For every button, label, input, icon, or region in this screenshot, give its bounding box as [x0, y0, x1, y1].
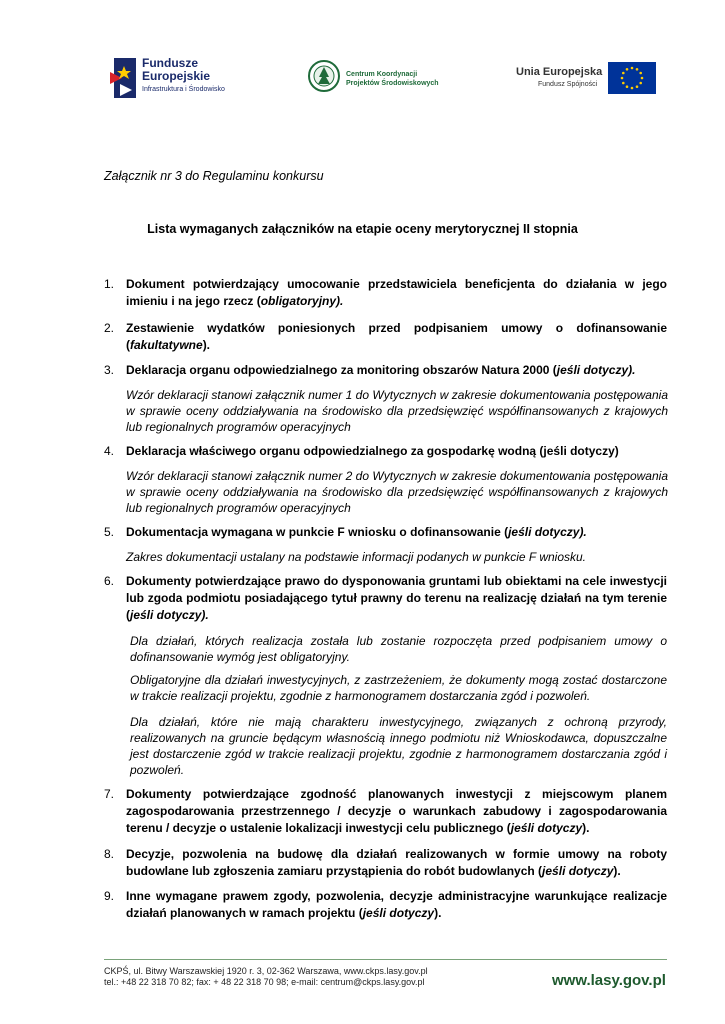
page-title: Lista wymaganych załączników na etapie oceny merytorycznej II stopnia [147, 222, 578, 236]
footer-address-line2: tel.: +48 22 318 70 82; fax: + 48 22 318 70 98; e-mail: centrum@ckps.lasy.gov.pl [104, 977, 425, 987]
note-item-6a: Dla działań, których realizacja została lub zostanie rozpoczęta przed podpisaniem umowy o dofinansowanie wymóg jest obligatoryjny. [130, 634, 667, 664]
ckps-name-line2: Projektów Środowiskowych [346, 80, 439, 87]
header-logos [0, 52, 725, 102]
item-text: Dokumenty potwierdzające zgodność planowanych inwestycji z miejscowym planem zagospodarowania przestrzennego / decyzje o warunkach zabudowy i zagospodarowania terenu / decyzje o ustalenie lokalizacji inwestycji celu publicznego ( [126, 787, 667, 835]
item-emphasis: jeśli dotyczy [510, 821, 583, 835]
list-item-6 [104, 573, 667, 624]
item-number: 7. [104, 787, 115, 801]
item-emphasis: fakultatywne [130, 338, 203, 352]
item-emphasis: obligatoryjny). [260, 294, 344, 308]
ckps-logo [308, 60, 468, 96]
ckps-emblem-icon [308, 60, 340, 92]
item-emphasis: jeśli dotyczy [542, 864, 614, 878]
item-emphasis: jeśli dotyczy [362, 906, 435, 920]
item-number: 6. [104, 574, 115, 588]
note-item-6b: Obligatoryjne dla działań inwestycyjnych, z zastrzeżeniem, że dokumenty mogą zostać dostarczone w trakcie realizacji projektu, zgodnie z harmonogramem dostarczania zgód i pozwoleń. [130, 673, 667, 703]
fundusze-europejskie-logo [110, 56, 260, 100]
item-number: 2. [104, 321, 115, 335]
footer-website-link[interactable]: www.lasy.gov.pl [552, 972, 666, 989]
fe-subtitle: Infrastruktura i Środowisko [142, 86, 225, 93]
item-tail: ). [434, 906, 442, 920]
item-number: 1. [104, 277, 115, 291]
eu-subtitle: Fundusz Spójności [538, 81, 598, 88]
footer-address-line1: CKPŚ, ul. Bitwy Warszawskiej 1920 r. 3, 02-362 Warszawa, www.ckps.lasy.gov.pl [104, 966, 428, 976]
fe-title [142, 57, 210, 83]
item-text: Dokumentacja wymagana w punkcie F wniosku o dofinansowanie ( [126, 525, 509, 539]
note-item-5: Zakres dokumentacji ustalany na podstawie informacji podanych w punkcie F wniosku. [126, 550, 587, 564]
note-item-4: Wzór deklaracji stanowi załącznik numer 2 do Wytycznych w zakresie dokumentowania postępowania w sprawie oceny oddziaływania na środowisko dla przedsięwzięć współfinansowanych z krajowych lub regionalnych programów operacyjnych [126, 469, 668, 515]
eu-title: Unia Europejska [516, 66, 603, 78]
footer-divider [104, 959, 667, 960]
item-emphasis: jeśli dotyczy). [130, 608, 209, 622]
list-item-2 [104, 320, 667, 354]
eu-flag-icon [608, 62, 656, 94]
note-item-6c: Dla działań, które nie mają charakteru inwestycyjnego, związanych z ochroną przyrody, realizowanych na gruncie będącym własnością innego podmiotu niż Wnioskodawca, dopuszczalne jest dostarczenie zgód w trakcie realizacji projektu, zgodnie z harmonogramem dostarczania zgód i pozwoleń. [130, 715, 667, 777]
item-tail: ). [582, 821, 590, 835]
fe-title-line2: Europejskie [142, 69, 211, 83]
fe-title-line1: Fundusze [142, 56, 198, 70]
ckps-name-line1: Centrum Koordynacji [346, 71, 418, 78]
list-item-8 [104, 846, 667, 880]
eu-logo [516, 62, 656, 102]
list-item-3 [104, 362, 667, 379]
item-tail: ). [613, 864, 621, 878]
item-emphasis: jeśli dotyczy). [508, 525, 587, 539]
item-text: Zestawienie wydatków poniesionych przed podpisaniem umowy o dofinansowanie ( [126, 321, 667, 352]
item-number: 9. [104, 889, 115, 903]
item-text: Dokumenty potwierdzające prawo do dysponowania gruntami lub obiektami na cele inwestycji lub zgoda podmiotu posiadającego tytuł prawny do terenu na realizację działań na tym terenie ( [126, 574, 667, 622]
list-item-4 [104, 443, 667, 460]
note-item-3: Wzór deklaracji stanowi załącznik numer 1 do Wytycznych w zakresie dokumentowania postępowania w sprawie oceny oddziaływania na środowisko dla przedsięwzięć współfinansowanych z krajowych lub regionalnych programów operacyjnych [126, 388, 668, 434]
item-number: 3. [104, 363, 115, 377]
item-text: Deklaracja organu odpowiedzialnego za monitoring obszarów Natura 2000 ( [126, 363, 557, 377]
item-number: 5. [104, 525, 115, 539]
list-item-5 [104, 524, 667, 541]
item-text: Deklaracja właściwego organu odpowiedzialnego za gospodarkę wodną (jeśli dotyczy) [126, 444, 619, 458]
fe-flag-icon [110, 58, 136, 98]
item-tail: ). [202, 338, 211, 352]
item-text: Inne wymagane prawem zgody, pozwolenia, decyzje administracyjne warunkujące realizacje działań planowanych w ramach projektu ( [126, 889, 667, 920]
list-item-9 [104, 888, 667, 922]
item-number: 8. [104, 847, 115, 861]
item-number: 4. [104, 444, 115, 458]
list-item-7 [104, 786, 667, 837]
ckps-name [346, 70, 439, 88]
footer-address [104, 966, 428, 988]
annex-label: Załącznik nr 3 do Regulaminu konkursu [104, 169, 324, 183]
item-text: Dokument potwierdzający umocowanie przedstawiciela beneficjenta do działania w jego imieniu i na jego rzecz ( [126, 277, 667, 308]
item-text: Decyzje, pozwolenia na budowę dla działań realizowanych w formie umowy na roboty budowlane lub zgłoszenia zamiaru przystąpienia do robót budowlanych ( [126, 847, 667, 878]
list-item-1 [104, 276, 667, 310]
item-emphasis: jeśli dotyczy). [556, 363, 636, 377]
